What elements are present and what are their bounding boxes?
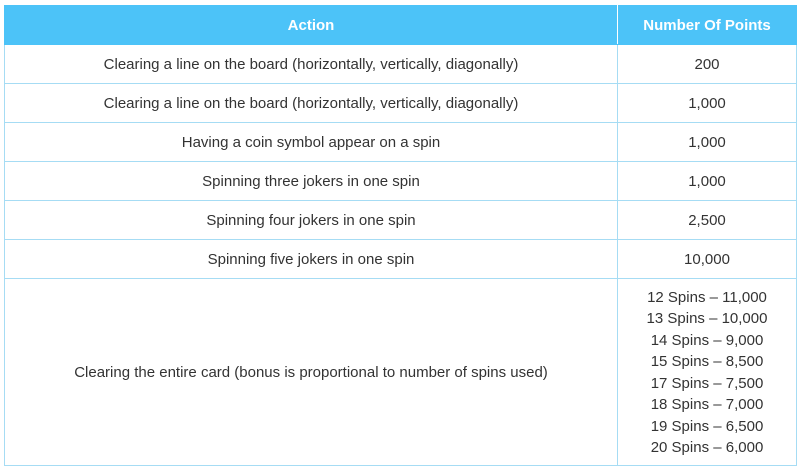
action-cell: Having a coin symbol appear on a spin (5, 123, 618, 162)
points-cell: 1,000 (618, 162, 797, 201)
bonus-row (5, 279, 797, 466)
points-cell: 10,000 (618, 240, 797, 279)
bonus-points-item: 17 Spins – 7,500 (650, 374, 764, 392)
bonus-points-item: 14 Spins – 9,000 (650, 331, 764, 349)
points-cell: 1,000 (618, 123, 797, 162)
action-cell: Clearing a line on the board (horizontally, vertically, diagonally) (5, 45, 618, 84)
action-cell: Spinning three jokers in one spin (5, 162, 618, 201)
header-points: Number Of Points (618, 6, 797, 45)
table-row (5, 45, 797, 84)
header-action: Action (5, 6, 618, 45)
points-cell: 1,000 (618, 84, 797, 123)
action-cell: Clearing a line on the board (horizontally, vertically, diagonally) (5, 84, 618, 123)
table-row (5, 123, 797, 162)
bonus-points-item: 20 Spins – 6,000 (650, 439, 764, 456)
bonus-points-item: 19 Spins – 6,500 (650, 417, 764, 435)
table-row (5, 162, 797, 201)
bonus-action-cell: Clearing the entire card (bonus is proportional to number of spins used) (5, 279, 618, 466)
points-cell: 2,500 (618, 201, 797, 240)
bonus-points-item: 18 Spins – 7,000 (650, 396, 764, 413)
action-cell: Spinning four jokers in one spin (5, 201, 618, 240)
bonus-points-cell (618, 279, 797, 466)
table-row (5, 84, 797, 123)
bonus-points-item: 12 Spins – 11,000 (647, 288, 767, 306)
table-body (5, 45, 797, 466)
table-header (5, 6, 797, 45)
bonus-points-list (618, 286, 796, 459)
points-cell: 200 (618, 45, 797, 84)
bonus-points-item: 13 Spins – 10,000 (646, 310, 768, 327)
header-row (5, 6, 797, 45)
bonus-points-item: 15 Spins – 8,500 (650, 353, 764, 370)
action-cell: Spinning five jokers in one spin (5, 240, 618, 279)
table-row (5, 240, 797, 279)
points-table-container (4, 5, 796, 466)
points-table (4, 5, 797, 466)
table-row (5, 201, 797, 240)
